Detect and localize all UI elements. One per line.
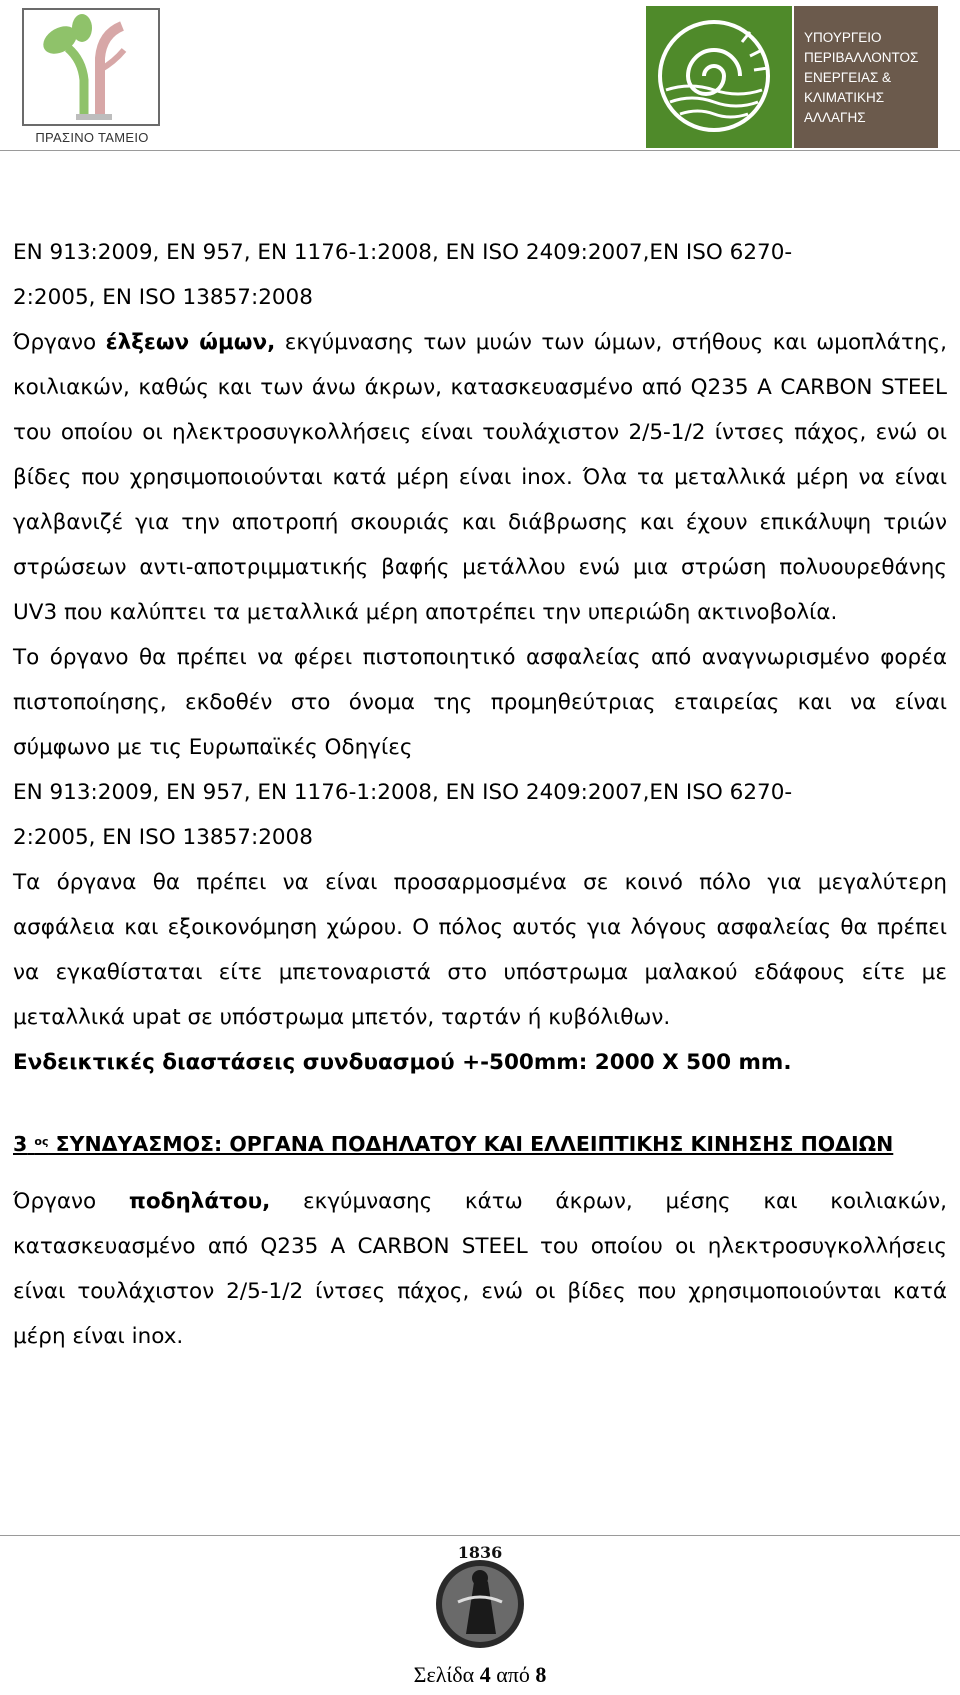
equipment-name: ποδηλάτου, xyxy=(128,1189,271,1214)
page-total: 8 xyxy=(535,1662,547,1687)
spacer xyxy=(13,1157,947,1179)
ministry-name xyxy=(804,28,934,128)
seal-logo xyxy=(418,1542,542,1660)
ministry-spiral-logo-icon xyxy=(646,6,792,148)
ministry-logo xyxy=(646,6,938,148)
paragraph-text: Όργανο xyxy=(13,1189,129,1214)
ministry-line: ΥΠΟΥΡΓΕΙΟ xyxy=(804,30,882,45)
footer-divider xyxy=(0,1535,960,1536)
standards-line: EN 913:2009, EN 957, EN 1176-1:2008, EN ISO 2409:2007,EN ISO 6270- xyxy=(13,780,793,805)
green-fund-logo xyxy=(22,8,162,146)
paragraph-certification: Το όργανο θα πρέπει να φέρει πιστοποιητικό ασφαλείας από αναγνωρισμένο φορέα πιστοποίησης, εκδοθέν στο όνομα της προμηθεύτριας εταιρείας και να είναι σύμφωνο με τις Ευρωπαϊκές Οδηγίες xyxy=(13,645,947,760)
ministry-line: ΠΕΡΙΒΑΛΛΟΝΤΟΣ xyxy=(804,50,919,65)
page-number xyxy=(0,1662,960,1688)
standards-line: EN 913:2009, EN 957, EN 1176-1:2008, EN ISO 2409:2007,EN ISO 6270- xyxy=(13,240,793,265)
ministry-line: ΕΝΕΡΓΕΙΑΣ & xyxy=(804,70,892,85)
dimensions-line: Ενδεικτικές διαστάσεις συνδυασμού +-500mm: 2000 X 500 mm. xyxy=(13,1050,792,1075)
ministry-line: ΚΛΙΜΑΤΙΚΗΣ xyxy=(804,90,885,105)
standards-line: 2:2005, EN ISO 13857:2008 xyxy=(13,285,313,310)
section-number: 3 xyxy=(13,1132,28,1156)
section-title: ΣΥΝΔΥΑΣΜΟΣ: ΟΡΓΑΝΑ ΠΟΔΗΛΑΤΟΥ ΚΑΙ ΕΛΛΕΙΠΤΙΚΗΣ ΚΙΝΗΣΗΣ ΠΟΔΙΩΝ xyxy=(48,1132,894,1156)
green-fund-tree-logo-icon xyxy=(22,8,160,126)
paragraph-shoulder-pull xyxy=(13,320,947,635)
page-of: από xyxy=(496,1662,530,1687)
seal-year: 1836 xyxy=(457,1543,503,1562)
seal-icon xyxy=(418,1542,542,1660)
page-label: Σελίδα xyxy=(413,1662,475,1687)
document-body xyxy=(13,230,947,1359)
ministry-line: ΑΛΛΑΓΗΣ xyxy=(804,110,866,125)
green-fund-caption: ΠΡΑΣΙΝΟ ΤΑΜΕΙΟ xyxy=(35,130,149,145)
standards-line: 2:2005, EN ISO 13857:2008 xyxy=(13,825,313,850)
paragraph-pole: Τα όργανα θα πρέπει να είναι προσαρμοσμένα σε κοινό πόλο για μεγαλύτερη ασφάλεια και εξοικονόμηση χώρου. Ο πόλος αυτός για λόγους ασφαλείας θα πρέπει να εγκαθίσταται είτε μπετοναριστά στο υπόστρωμα μαλακού εδάφους είτε με μεταλλικά upat σε υπόστρωμα μπετόν, ταρτάν ή κυβόλιθων. xyxy=(13,870,947,1030)
paragraph-bicycle xyxy=(13,1179,947,1359)
section-ordinal: ος xyxy=(34,1135,49,1148)
spacer xyxy=(13,1085,947,1129)
section-heading xyxy=(13,1129,947,1157)
paragraph-text: εκγύμνασης κάτω άκρων, μέσης και κοιλιακών, κατασκευασμένο από Q235 A CARBON STEEL του οποίου οι ηλεκτροσυγκολλήσεις είναι τουλάχιστον 2/5-1/2 ίντσες πάχος, ενώ οι βίδες που χρησιμοποιούνται κατά μέρη είναι inox. xyxy=(13,1189,947,1349)
page-header xyxy=(0,0,960,151)
paragraph-text: Όργανο xyxy=(13,330,106,355)
equipment-name: έλξεων ώμων, xyxy=(105,330,276,355)
ministry-name-panel xyxy=(794,6,938,148)
page-current: 4 xyxy=(479,1662,491,1687)
paragraph-text: εκγύμνασης των μυών των ώμων, στήθους και ωμοπλάτης, κοιλιακών, καθώς και των άνω άκρων, κατασκευασμένο από Q235 A CARBON STEEL του οποίου οι ηλεκτροσυγκολλήσεις είναι τουλάχιστον 2/5-1/2 ίντσες πάχος, ενώ οι βίδες που χρησιμοποιούνται κατά μέρη είναι inox. Όλα τα μεταλλικά μέρη να είναι γαλβανιζέ για την αποτροπή σκουριάς και διάβρωσης και έχουν επικάλυψη τριών στρώσεων αντι-αποτριμματικής βαφής μετάλλου ενώ μια στρώση πολυουρεθάνης UV3 που καλύπτει τα μεταλλικά μέρη αποτρέπει την υπεριώδη ακτινοβολία. xyxy=(13,330,948,625)
